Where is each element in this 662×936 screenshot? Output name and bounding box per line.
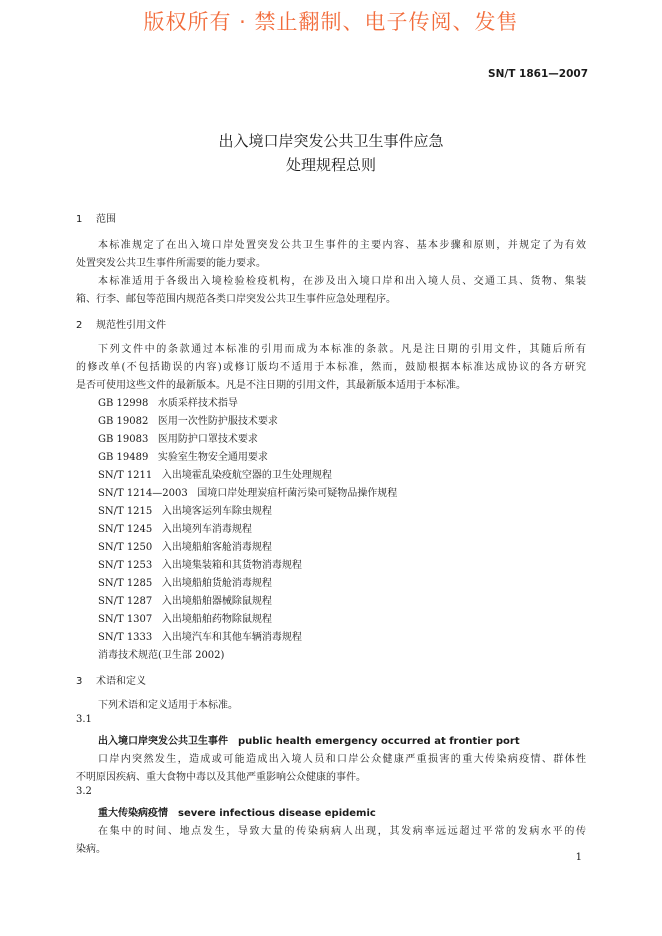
reference-item: GB 19082 医用一次性防护服技术要求: [98, 416, 278, 427]
reference-item: SN/T 1250 入出境船舶客舱消毒规程: [98, 542, 272, 553]
term-heading: [98, 804, 376, 819]
page-number: 1: [575, 852, 582, 863]
reference-item: GB 19083 医用防护口罩技术要求: [98, 434, 258, 445]
section-2-heading: [76, 316, 166, 331]
reference-item: SN/T 1211 入出境霍乱染疫航空器的卫生处理规程: [98, 470, 332, 481]
section-title: 范围: [96, 214, 116, 225]
paragraph-line: 不明原因疾病、重大食物中毒以及其他严重影响公众健康的事件。: [76, 772, 366, 783]
section-title: 规范性引用文件: [96, 320, 166, 331]
term-heading: [98, 732, 520, 747]
paragraph-line: 口岸内突然发生，造成或可能造成出入境人员和口岸公众健康严重损害的重大传染病疫情、群体性: [98, 754, 586, 765]
term-chinese: 出入境口岸突发公共卫生事件: [98, 736, 228, 747]
reference-item: GB 12998 水质采样技术指导: [98, 398, 238, 409]
paragraph-line: 在集中的时间、地点发生，导致大量的传染病病人出现，其发病率远远超过平常的发病水平的传: [98, 826, 586, 837]
reference-item: SN/T 1333 入出境汽车和其他车辆消毒规程: [98, 632, 302, 643]
paragraph-line: 下列文件中的条款通过本标准的引用而成为本标准的条款。凡是注日期的引用文件，其随后所有: [98, 344, 586, 355]
paragraph-line: 下列术语和定义适用于本标准。: [98, 700, 238, 711]
paragraph-line: 染病。: [76, 844, 106, 855]
term-number: 3.1: [76, 714, 92, 725]
paragraph-line: 本标准规定了在出入境口岸处置突发公共卫生事件的主要内容、基本步骤和原则，并规定了为有效: [98, 240, 586, 251]
paragraph-line: 本标准适用于各级出入境检验检疫机构，在涉及出入境口岸和出入境人员、交通工具、货物、集装: [98, 276, 586, 287]
reference-item: GB 19489 实验室生物安全通用要求: [98, 452, 268, 463]
reference-item: SN/T 1215 入出境客运列车除虫规程: [98, 506, 272, 517]
reference-item: SN/T 1253 入出境集装箱和其货物消毒规程: [98, 560, 302, 571]
document-title-line-2: 处理规程总则: [285, 156, 376, 174]
term-english: severe infectious disease epidemic: [178, 808, 376, 819]
term-english: public health emergency occurred at frontier port: [238, 736, 520, 747]
section-number: 3: [76, 676, 83, 687]
document-title-line-1: 出入境口岸突发公共卫生事件应急: [218, 132, 444, 150]
reference-item: SN/T 1214—2003 国境口岸处理炭疽杆菌污染可疑物品操作规程: [98, 488, 398, 499]
paragraph-line: 箱、行李、邮包等范围内规范各类口岸突发公共卫生事件应急处理程序。: [76, 294, 396, 305]
reference-item: SN/T 1287 入出境船舶器械除鼠规程: [98, 596, 272, 607]
reference-item: 消毒技术规范(卫生部 2002): [98, 650, 225, 661]
copyright-watermark: 版权所有 · 禁止翻制、电子传阅、发售: [143, 10, 519, 34]
reference-item: SN/T 1245 入出境列车消毒规程: [98, 524, 252, 535]
section-title: 术语和定义: [96, 676, 146, 687]
term-number: 3.2: [76, 786, 92, 797]
reference-item: SN/T 1307 入出境船舶药物除鼠规程: [98, 614, 272, 625]
section-3-heading: [76, 672, 146, 687]
standard-code: SN/T 1861—2007: [488, 68, 588, 80]
paragraph-line: 是否可使用这些文件的最新版本。凡是不注日期的引用文件，其最新版本适用于本标准。: [76, 380, 466, 391]
reference-item: SN/T 1285 入出境船舶货舱消毒规程: [98, 578, 272, 589]
section-1-heading: [76, 210, 116, 225]
paragraph-line: 处置突发公共卫生事件所需要的能力要求。: [76, 258, 266, 269]
section-number: 2: [76, 320, 83, 331]
section-number: 1: [76, 214, 83, 225]
term-chinese: 重大传染病疫情: [98, 808, 168, 819]
paragraph-line: 的修改单(不包括勘误的内容)或修订版均不适用于本标准，然而，鼓励根据本标准达成协议的各方研究: [76, 362, 586, 373]
